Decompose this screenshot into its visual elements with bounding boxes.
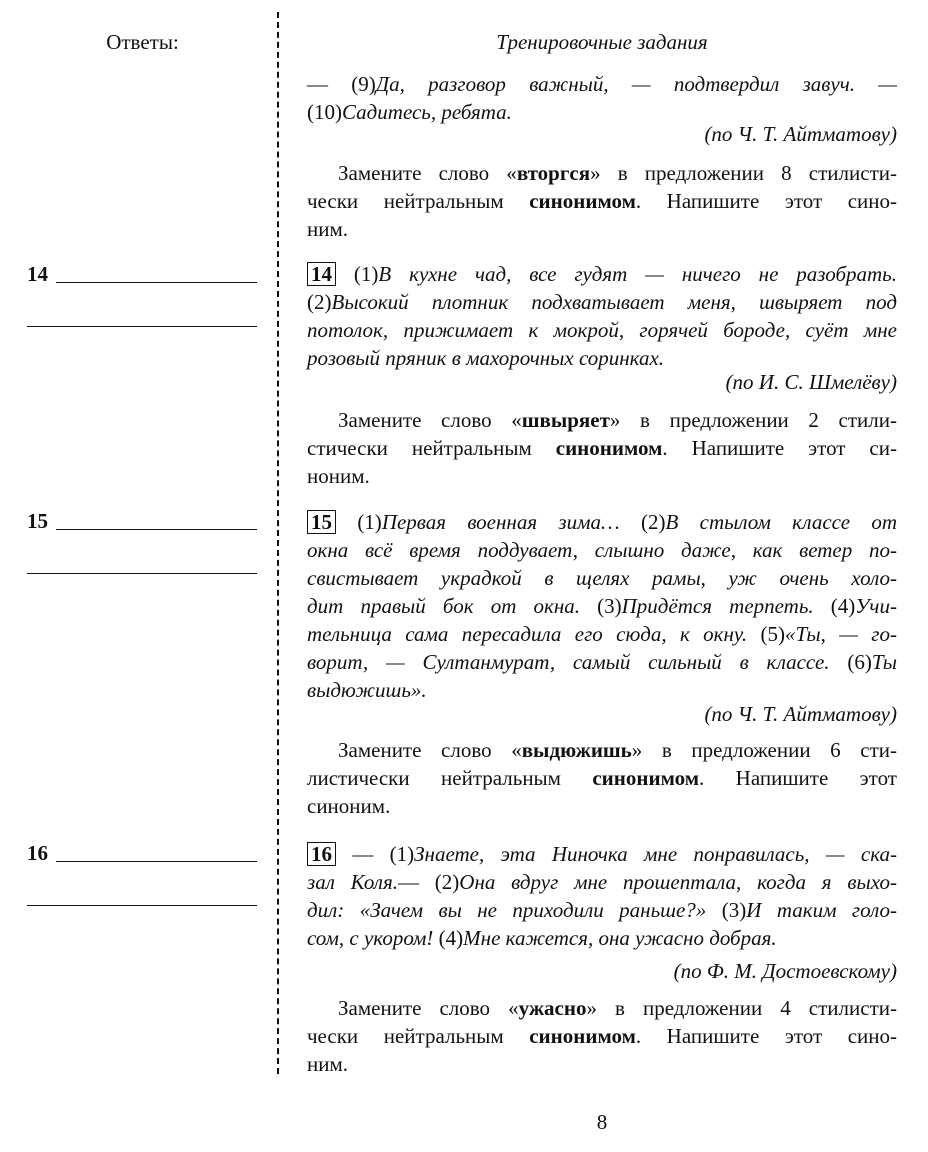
- attribution-14: [307, 368, 897, 396]
- text-run: (3): [580, 594, 622, 618]
- text-line: [307, 1050, 897, 1078]
- text-run: (по И. С. Шмелёву): [725, 370, 897, 394]
- text-run: Высокий плотник подхватывает меня, швыряет под: [331, 290, 897, 314]
- text-run: » в предложении 2 стили-: [609, 408, 897, 432]
- text-run: ним.: [307, 217, 349, 241]
- text-run: Садитесь, ребята.: [342, 100, 512, 124]
- text-line: [307, 924, 897, 952]
- answer-blank-line[interactable]: [27, 573, 257, 574]
- text-run: свистывает украдкой в щелях рамы, уж очень холо-: [307, 566, 897, 590]
- text-line: [307, 508, 897, 536]
- text-run: Замените слово «: [338, 408, 522, 432]
- text-run: (2): [619, 510, 666, 534]
- fragment-13-end: [307, 70, 897, 126]
- bold-word: синонимом: [592, 766, 700, 790]
- text-line: [307, 1022, 897, 1050]
- text-run: розовый пряник в махорочных соринках.: [307, 346, 665, 370]
- section-title: Тренировочные задания: [496, 30, 708, 54]
- text-run: ним.: [307, 1052, 349, 1076]
- instruction-13: [307, 159, 897, 243]
- text-run: Ты: [871, 650, 897, 674]
- text-run: — (2): [397, 870, 460, 894]
- text-run: (1): [336, 262, 379, 286]
- answer-blank-line[interactable]: [56, 529, 257, 530]
- text-run: (по Ф. М. Достоевскому): [673, 959, 897, 983]
- task-14-text: [307, 260, 897, 372]
- text-run: (по Ч. Т. Айтматову): [704, 702, 897, 726]
- text-line: [307, 434, 897, 462]
- text-run: сом, с укором!: [307, 926, 434, 950]
- text-run: (5): [747, 622, 786, 646]
- text-run: — (1): [336, 842, 415, 866]
- text-run: окна всё время поддувает, слышно даже, как ветер по-: [307, 538, 897, 562]
- text-line: [307, 896, 897, 924]
- answer-number-14: 14: [27, 262, 48, 286]
- text-run: Первая военная зима…: [381, 510, 620, 534]
- text-line: [307, 120, 897, 148]
- attribution-13: [307, 120, 897, 148]
- instruction-14: [307, 406, 897, 490]
- bold-word: швыряет: [521, 408, 610, 432]
- text-line: [307, 648, 897, 676]
- page-number: 8: [596, 1110, 608, 1134]
- text-line: [307, 316, 897, 344]
- answer-blank-line[interactable]: [56, 282, 257, 283]
- text-line: [307, 187, 897, 215]
- text-line: [307, 736, 897, 764]
- bold-word: вторгся: [516, 161, 591, 185]
- text-run: Учи-: [855, 594, 897, 618]
- text-run: Замените слово «: [338, 161, 517, 185]
- text-run: Замените слово «: [338, 738, 522, 762]
- task-number-box: 15: [307, 510, 336, 534]
- answer-number-15: 15: [27, 509, 48, 533]
- text-run: (4): [433, 926, 464, 950]
- attribution-15: [307, 700, 897, 728]
- text-run: дит правый бок от окна.: [307, 594, 580, 618]
- text-line: [307, 994, 897, 1022]
- answer-blank-line[interactable]: [27, 905, 257, 906]
- text-run: . Напишите этот сино-: [635, 189, 897, 213]
- text-run: ворит, — Султанмурат, самый сильный в классе.: [307, 650, 830, 674]
- bold-word: ужасно: [518, 996, 587, 1020]
- bold-word: синонимом: [555, 436, 663, 460]
- text-line: [307, 957, 897, 985]
- text-line: [307, 536, 897, 564]
- text-run: В кухне чад, все гудят — ничего не разобрать.: [378, 262, 897, 286]
- text-line: [307, 368, 897, 396]
- text-run: ноним.: [307, 464, 370, 488]
- text-run: Она вдруг мне прошептала, когда я выхо-: [459, 870, 897, 894]
- text-run: Мне кажется, она ужасно добрая.: [463, 926, 777, 950]
- text-run: . Напишите этот: [699, 766, 897, 790]
- task-number-box: 14: [307, 262, 336, 286]
- text-run: чески нейтральным: [307, 1024, 530, 1048]
- text-line: [307, 288, 897, 316]
- instruction-16: [307, 994, 897, 1078]
- text-line: [307, 868, 897, 896]
- text-line: [307, 159, 897, 187]
- text-run: » в предложении 4 стилисти-: [586, 996, 897, 1020]
- text-run: выдюжишь».: [307, 678, 427, 702]
- text-run: листически нейтральным: [307, 766, 593, 790]
- text-run: чески нейтральным: [307, 189, 530, 213]
- text-run: — (9): [307, 72, 376, 96]
- text-line: [307, 592, 897, 620]
- text-line: [307, 620, 897, 648]
- text-run: В стылом классе от: [665, 510, 897, 534]
- text-run: стически нейтральным: [307, 436, 556, 460]
- text-run: (3): [706, 898, 747, 922]
- text-line: [307, 840, 897, 868]
- task-number-box: 16: [307, 842, 336, 866]
- text-run: потолок, прижимает к мокрой, горячей бороде, суёт мне: [307, 318, 897, 342]
- text-line: [307, 70, 897, 98]
- text-run: Да, разговор важный, — подтвердил завуч. —: [375, 72, 897, 96]
- text-run: дил: «Зачем вы не приходили раньше?»: [307, 898, 707, 922]
- text-run: (4): [813, 594, 856, 618]
- answer-blank-line[interactable]: [27, 326, 257, 327]
- text-run: тельница сама пересадила его сюда, к окну.: [307, 622, 748, 646]
- text-line: [307, 462, 897, 490]
- answer-number-16: 16: [27, 841, 48, 865]
- answers-heading: Ответы:: [106, 30, 179, 54]
- text-run: Замените слово «: [338, 996, 519, 1020]
- text-run: » в предложении 6 сти-: [631, 738, 897, 762]
- text-run: (2): [307, 290, 332, 314]
- task-16-text: [307, 840, 897, 952]
- text-line: [307, 260, 897, 288]
- text-run: (6): [829, 650, 872, 674]
- text-line: [307, 406, 897, 434]
- text-run: «Ты, — го-: [785, 622, 897, 646]
- bold-word: выдюжишь: [521, 738, 632, 762]
- text-run: синоним.: [307, 794, 391, 818]
- text-run: » в предложении 8 стилисти-: [590, 161, 897, 185]
- text-line: [307, 215, 897, 243]
- text-line: [307, 700, 897, 728]
- bold-word: синонимом: [529, 189, 636, 213]
- text-line: [307, 564, 897, 592]
- bold-word: синонимом: [529, 1024, 636, 1048]
- column-divider: [277, 12, 279, 1074]
- text-run: И таким голо-: [746, 898, 897, 922]
- text-run: Знаете, эта Ниночка мне понравилась, — ска-: [414, 842, 897, 866]
- text-run: Придётся терпеть.: [621, 594, 814, 618]
- text-line: [307, 792, 897, 820]
- attribution-16: [307, 957, 897, 985]
- text-run: зал Коля.: [307, 870, 398, 894]
- text-run: . Напишите этот сино-: [635, 1024, 897, 1048]
- instruction-15: [307, 736, 897, 820]
- text-run: (по Ч. Т. Айтматову): [704, 122, 897, 146]
- answer-blank-line[interactable]: [56, 861, 257, 862]
- text-run: (10): [307, 100, 342, 124]
- text-run: . Напишите этот си-: [662, 436, 897, 460]
- text-line: [307, 764, 897, 792]
- task-15-text: [307, 508, 897, 704]
- text-run: (1): [336, 510, 382, 534]
